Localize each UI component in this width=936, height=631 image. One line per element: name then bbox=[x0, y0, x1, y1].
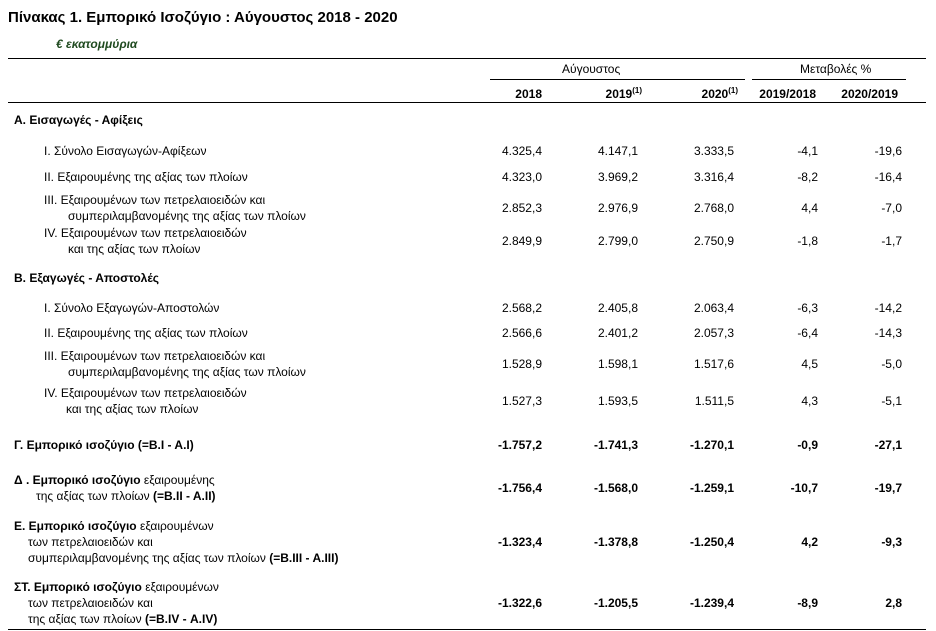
cell-value: 2.568,2 bbox=[501, 301, 542, 315]
cell-value: -14,2 bbox=[874, 301, 902, 315]
cell-value: 4,5 bbox=[801, 357, 818, 371]
row-label-line: IV. Εξαιρουμένων των πετρελαιοειδών bbox=[44, 226, 247, 240]
row-label-line: ΣΤ. Εμπορικό ισοζύγιο εξαιρουμένων bbox=[14, 580, 219, 594]
cell-value: -4,1 bbox=[797, 144, 818, 158]
row-label-line: ΙΙΙ. Εξαιρουμένων των πετρελαιοειδών και bbox=[44, 349, 266, 363]
table-title: Πίνακας 1. Εμπορικό Ισοζύγιο : Αύγουστος 2018 - 2020 bbox=[8, 9, 398, 26]
group-header-changes-rule bbox=[752, 79, 906, 80]
cell-value: -19,7 bbox=[874, 481, 902, 495]
row-label-line: Ι. Σύνολο Εξαγωγών-Αποστολών bbox=[44, 301, 220, 315]
row-label bbox=[14, 472, 216, 504]
cell-value: -1,7 bbox=[881, 234, 902, 248]
cell-value: -1.323,4 bbox=[497, 535, 542, 549]
cell-value: -1.205,5 bbox=[593, 596, 638, 610]
row-label-line: και της αξίας των πλοίων bbox=[68, 242, 201, 256]
row-label-line: των πετρελαιοειδών και bbox=[28, 596, 153, 610]
cell-value: 1.511,5 bbox=[694, 394, 734, 408]
table-bottom-rule bbox=[8, 629, 926, 630]
cell-value: 1.528,9 bbox=[501, 357, 542, 371]
cell-value: -19,6 bbox=[874, 144, 902, 158]
cell-value: 1.593,5 bbox=[597, 394, 638, 408]
cell-value: -1.756,4 bbox=[497, 481, 542, 495]
row-label-line: Δ . Εμπορικό ισοζύγιο εξαιρουμένης bbox=[14, 473, 215, 487]
cell-value: -6,3 bbox=[797, 301, 818, 315]
cell-value: -10,7 bbox=[790, 481, 818, 495]
cell-value: 2.849,9 bbox=[501, 234, 542, 248]
row-label-line: της αξίας των πλοίων (=Β.ΙV - Α.ΙV) bbox=[28, 612, 218, 626]
col-header-2019-2018: 2019/2018 bbox=[759, 87, 816, 101]
row-label-line: συμπεριλαμβανομένης της αξίας των πλοίων bbox=[68, 365, 306, 379]
cell-value: -1.250,4 bbox=[689, 535, 734, 549]
col-header-2020: 2020$^{(1)}$ bbox=[701, 86, 738, 101]
row-label-line: και της αξίας των πλοίων bbox=[66, 402, 199, 416]
cell-value: -27,1 bbox=[874, 438, 902, 452]
cell-value: 2.750,9 bbox=[693, 234, 734, 248]
row-label bbox=[44, 300, 219, 316]
cell-value: 2.057,3 bbox=[693, 326, 734, 340]
cell-value: 4.147,1 bbox=[597, 144, 638, 158]
cell-value: -1.757,2 bbox=[497, 438, 542, 452]
cell-value: -1.741,3 bbox=[593, 438, 638, 452]
cell-value: 2.063,4 bbox=[693, 301, 734, 315]
cell-value: -14,3 bbox=[874, 326, 902, 340]
row-label-line: συμπεριλαμβανομένης της αξίας των πλοίων (=Β.ΙΙΙ - Α.ΙΙΙ) bbox=[28, 551, 339, 565]
row-label bbox=[44, 143, 207, 159]
group-header-changes: Μεταβολές % bbox=[800, 62, 872, 76]
row-label-line: Ι. Σύνολο Εισαγωγών-Αφίξεων bbox=[44, 144, 207, 158]
col-header-2018: 2018 bbox=[515, 87, 542, 101]
col-header-2020-2019: 2020/2019 bbox=[841, 87, 898, 101]
row-label-line: ΙΙ. Εξαιρουμένης της αξίας των πλοίων bbox=[44, 326, 248, 340]
cell-value: -8,2 bbox=[797, 170, 818, 184]
row-label bbox=[44, 385, 247, 417]
cell-value: 2.852,3 bbox=[501, 201, 542, 215]
cell-value: 4.325,4 bbox=[501, 144, 542, 158]
cell-value: -1.378,8 bbox=[593, 535, 638, 549]
cell-value: 2.976,9 bbox=[597, 201, 638, 215]
cell-value: 2.799,0 bbox=[597, 234, 638, 248]
cell-value: -1.322,6 bbox=[497, 596, 542, 610]
row-label bbox=[44, 348, 306, 380]
cell-value: 1.517,6 bbox=[693, 357, 734, 371]
cell-value: -1,8 bbox=[797, 234, 818, 248]
cell-value: -6,4 bbox=[797, 326, 818, 340]
row-label bbox=[14, 579, 219, 627]
cell-value: -16,4 bbox=[874, 170, 902, 184]
cell-value: 1.598,1 bbox=[597, 357, 638, 371]
row-label bbox=[44, 192, 306, 224]
cell-value: 4,3 bbox=[801, 394, 818, 408]
row-label-line: συμπεριλαμβανομένης της αξίας των πλοίων bbox=[68, 209, 306, 223]
cell-value: -1.259,1 bbox=[689, 481, 734, 495]
cell-value: -9,3 bbox=[881, 535, 902, 549]
cell-value: 2.405,8 bbox=[597, 301, 638, 315]
row-label-line: ΙΙ. Εξαιρουμένης της αξίας των πλοίων bbox=[44, 170, 248, 184]
cell-value: -7,0 bbox=[881, 201, 902, 215]
cell-value: 4,2 bbox=[801, 535, 818, 549]
unit-label: € εκατομμύρια bbox=[56, 37, 138, 51]
row-label bbox=[44, 325, 248, 341]
group-header-months-rule bbox=[490, 79, 745, 80]
cell-value: 3.969,2 bbox=[597, 170, 638, 184]
row-label-line: Ε. Εμπορικό ισοζύγιο εξαιρουμένων bbox=[14, 519, 214, 533]
row-label-line: της αξίας των πλοίων (=Β.ΙΙ - Α.ΙΙ) bbox=[36, 489, 216, 503]
col-header-2019: 2019$^{(1)}$ bbox=[605, 86, 642, 101]
section-exports-title: Β. Εξαγωγές - Αποστολές bbox=[14, 271, 160, 285]
row-label-line: ΙΙΙ. Εξαιρουμένων των πετρελαιοειδών και bbox=[44, 193, 266, 207]
row-label bbox=[44, 169, 248, 185]
cell-value: -1.270,1 bbox=[689, 438, 734, 452]
row-label bbox=[14, 518, 338, 566]
cell-value: 2.566,6 bbox=[501, 326, 542, 340]
section-imports-title: Α. Εισαγωγές - Αφίξεις bbox=[14, 113, 143, 127]
row-label bbox=[44, 225, 247, 257]
row-label-line: Γ. Εμπορικό ισοζύγιο (=Β.Ι - Α.Ι) bbox=[14, 438, 194, 452]
cell-value: 3.316,4 bbox=[693, 170, 734, 184]
cell-value: 2,8 bbox=[885, 596, 902, 610]
row-label bbox=[14, 437, 194, 453]
group-header-months: Αύγουστος bbox=[562, 62, 621, 76]
cell-value: -5,1 bbox=[881, 394, 902, 408]
cell-value: -5,0 bbox=[881, 357, 902, 371]
cell-value: -1.239,4 bbox=[689, 596, 734, 610]
row-label-line: IV. Εξαιρουμένων των πετρελαιοειδών bbox=[44, 386, 247, 400]
table-header-rule bbox=[8, 102, 926, 103]
row-label-line: των πετρελαιοειδών και bbox=[28, 535, 153, 549]
table-top-rule bbox=[8, 58, 926, 59]
cell-value: 4,4 bbox=[801, 201, 818, 215]
cell-value: -8,9 bbox=[797, 596, 818, 610]
cell-value: 2.768,0 bbox=[693, 201, 734, 215]
cell-value: 2.401,2 bbox=[597, 326, 638, 340]
cell-value: 4.323,0 bbox=[501, 170, 542, 184]
cell-value: -1.568,0 bbox=[593, 481, 638, 495]
cell-value: -0,9 bbox=[797, 438, 818, 452]
cell-value: 3.333,5 bbox=[693, 144, 734, 158]
cell-value: 1.527,3 bbox=[501, 394, 542, 408]
